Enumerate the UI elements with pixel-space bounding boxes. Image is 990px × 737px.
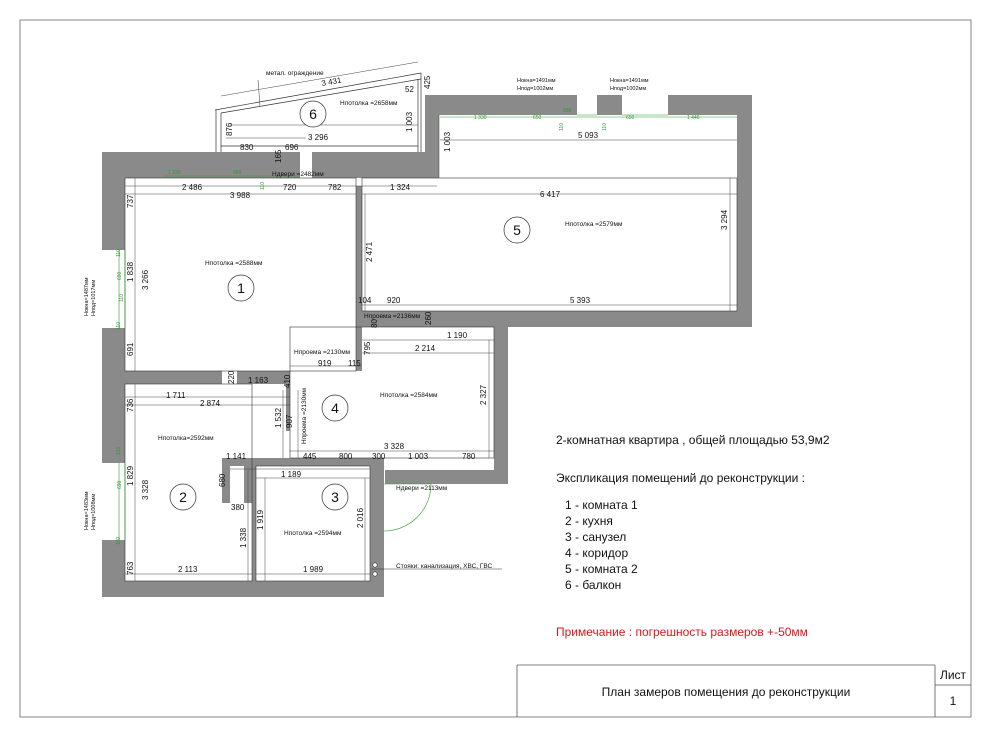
wmark-5: 1 330	[474, 115, 487, 121]
dim-1003c: 1 003	[408, 452, 429, 461]
win-top2-b: Нпод=1002мм	[610, 86, 647, 92]
ceiling-1: Нпотолка =2588мм	[205, 260, 263, 267]
wmark-6: 110	[559, 123, 565, 131]
dim-720: 720	[283, 183, 297, 192]
dim-782: 782	[328, 183, 342, 192]
dim-2327: 2 327	[479, 384, 488, 405]
dim-3988: 3 988	[230, 191, 251, 200]
dim-6417: 6 417	[540, 190, 561, 199]
sheet-label: Лист	[939, 668, 967, 682]
dim-1003b: 1 003	[443, 131, 452, 152]
dim-1190: 1 190	[447, 331, 468, 340]
tolerance-note: Примечание : погрешность размеров +-50мм	[556, 625, 808, 639]
wmark-1b: 650	[233, 170, 242, 176]
dim-1532: 1 532	[274, 407, 283, 428]
dim-260: 260	[424, 311, 433, 325]
dim-445: 445	[303, 452, 317, 461]
win-left1-a: Нокна=1487мм	[84, 277, 90, 316]
room-number-5: 5	[513, 222, 521, 238]
wmark-13: 110	[116, 322, 122, 330]
wmark-9: 110	[260, 182, 266, 190]
dim-3296: 3 296	[308, 133, 329, 142]
sheet-number: 1	[949, 694, 957, 708]
win-top1-a: Нокна=1491мм	[517, 78, 556, 84]
win-left2-b: Нпод=1008мм	[91, 493, 97, 530]
dim-691: 691	[126, 342, 135, 356]
ceiling-2: Нпотолка=2592мм	[158, 435, 214, 442]
dim-2471: 2 471	[365, 241, 374, 262]
dim-795: 795	[363, 341, 372, 355]
dim-410: 410	[283, 374, 292, 388]
dim-736: 736	[126, 398, 135, 412]
explication-item: 2 - кухня	[565, 514, 613, 528]
dim-1163: 1 163	[248, 376, 269, 385]
wmark-2: 650	[533, 115, 542, 121]
dim-300: 300	[372, 452, 386, 461]
wmark-12: 690	[117, 480, 123, 489]
dim-2113: 2 113	[178, 565, 198, 574]
dim-3328h: 3 328	[384, 442, 405, 451]
dim-780: 780	[462, 452, 476, 461]
dim-1838: 1 838	[126, 261, 135, 282]
dim-3431: 3 431	[320, 75, 343, 88]
dim-3294: 3 294	[720, 209, 729, 230]
dim-920: 920	[387, 296, 401, 305]
dim-680: 680	[218, 473, 227, 487]
dim-115: 115	[348, 359, 361, 368]
dim-919: 919	[318, 359, 332, 368]
wmark-14: 130	[116, 446, 122, 455]
dim-52: 52	[405, 85, 414, 94]
dim-876: 876	[225, 122, 234, 136]
dim-1003a: 1 003	[405, 111, 414, 132]
dim-3266: 3 266	[141, 269, 150, 290]
dim-3328v: 3 328	[141, 479, 150, 500]
opening-b: Нпроема =2130мм	[294, 349, 351, 356]
room-number-6: 6	[309, 106, 317, 122]
win-top1-b: Нпод=1002мм	[517, 86, 554, 92]
dim-1919: 1 919	[256, 509, 265, 530]
explication-item: 5 - комната 2	[565, 562, 638, 576]
dim-380: 380	[231, 503, 245, 512]
explication-item: 1 - комната 1	[565, 498, 638, 512]
room-number-2: 2	[179, 489, 187, 505]
room-number-3: 3	[331, 489, 339, 505]
dim-737: 737	[126, 194, 135, 208]
dim-220: 220	[227, 370, 236, 384]
wmark-4: 1 446	[687, 115, 700, 121]
wmark-16: 110	[119, 294, 125, 302]
win-left2-a: Нокна=1483мм	[84, 491, 90, 530]
dim-1989: 1 989	[303, 565, 324, 574]
wmark-11: 690	[117, 271, 123, 280]
win-left1-b: Нпод=1017мм	[91, 279, 97, 316]
wmark-8: 110	[602, 123, 608, 131]
door-wc-height: Ндвери =2113мм	[396, 485, 448, 492]
opening-c: Нпроема =2130мм	[301, 387, 308, 444]
risers-label: Стояки: канализация, ХВС, ГВС	[396, 563, 493, 570]
wmark-1: 1 330	[168, 170, 181, 176]
explication-title: Экспликация помещений до реконструкции :	[556, 471, 805, 485]
ceiling-6: Нпотолка =2658мм	[340, 100, 398, 107]
dim-1324: 1 324	[390, 183, 411, 192]
opening-a: Нпроема =2136мм	[364, 313, 421, 320]
ceiling-4: Нпотолка =2584мм	[380, 392, 438, 399]
win-top2-a: Нокна=1491мм	[610, 78, 649, 84]
wmark-10: 110	[116, 249, 122, 257]
dim-2016: 2 016	[356, 507, 365, 528]
apartment-heading: 2-комнатная квартира , общей площадью 53,9м2	[556, 433, 830, 447]
dim-1338: 1 338	[239, 527, 248, 548]
room-number-1: 1	[237, 280, 245, 296]
wmark-15: 110	[116, 537, 122, 545]
explication-item: 4 - коридор	[565, 546, 629, 560]
dim-2486: 2 486	[182, 183, 203, 192]
rail-label: метал. ограждение	[266, 70, 324, 77]
explication-item: 6 - балкон	[565, 578, 622, 592]
dim-80: 80	[370, 319, 379, 328]
dim-1141: 1 141	[226, 452, 247, 461]
wmark-3: 650	[626, 115, 635, 121]
dim-830: 830	[240, 143, 254, 152]
drawing-title: План замеров помещения до реконструкции	[601, 685, 851, 699]
explication-item: 3 - санузел	[565, 530, 627, 544]
dim-763: 763	[126, 561, 135, 575]
dim-104: 104	[358, 296, 372, 305]
dim-696: 696	[285, 143, 299, 152]
ceiling-5: Нпотолка =2579мм	[565, 221, 623, 228]
wmark-7: 650	[563, 108, 572, 114]
room-number-4: 4	[331, 400, 339, 416]
dim-907: 907	[285, 414, 294, 428]
door-top-height: Ндвери =2482мм	[272, 171, 324, 178]
dim-2874: 2 874	[200, 399, 221, 408]
dim-5393: 5 393	[570, 296, 591, 305]
dim-2214: 2 214	[415, 344, 436, 353]
dim-1189: 1 189	[281, 470, 302, 479]
dim-800: 800	[339, 452, 353, 461]
dim-165: 165	[274, 149, 283, 163]
dim-5093: 5 093	[578, 131, 599, 140]
dim-425: 425	[423, 75, 432, 89]
dim-1711: 1 711	[166, 391, 186, 400]
ceiling-3: Нпотолка =2594мм	[284, 530, 342, 537]
dim-1829: 1 829	[126, 465, 135, 486]
